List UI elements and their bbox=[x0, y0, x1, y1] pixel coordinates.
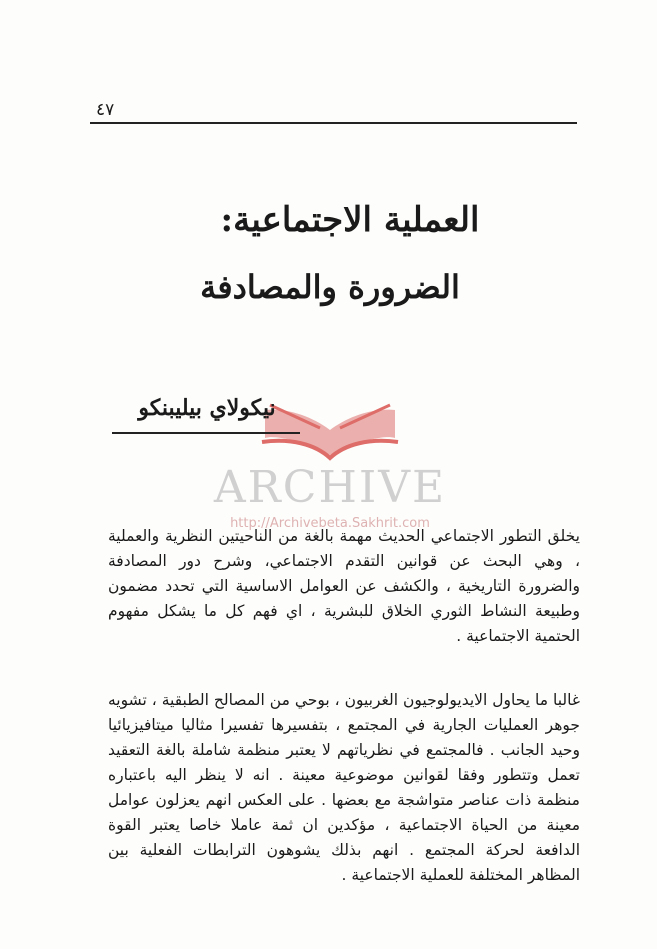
author-name: نيكولاي بيليبنكو bbox=[138, 395, 276, 421]
watermark-text: ARCHIVE bbox=[213, 462, 447, 513]
author-underline bbox=[112, 432, 300, 434]
header-rule bbox=[90, 122, 577, 124]
article-subtitle: الضرورة والمصادفة bbox=[200, 268, 460, 306]
paragraph-1: يخلق التطور الاجتماعي الحديث مهمة بالغة من الناحيتين النظرية والعملية ، وهي البحث عن قوانين التقدم الاجتماعي، وشرح دور المصادفة والضرورة التاريخية ، والكشف عن العوامل الاساسية التي تحدد مضمون وطبيعة النشاط الثوري الخلاق للبشرية ، اي فهم كل ما يشكل مفهوم الحتمية الاجتماعية . bbox=[108, 527, 580, 645]
article-title: العملية الاجتماعية: bbox=[220, 200, 480, 240]
paragraph-2: غالبا ما يحاول الايديولوجيون الغربيون ، بوحي من المصالح الطبقية ، تشويه جوهر العمليات الجارية في المجتمع ، بتفسيرها تفسيرا مثاليا ميتافيزيائيا وحيد الجانب . فالمجتمع في نظرياتهم لا يعتبر منظمة شاملة بالغة التعقيد تعمل وتتطور وفقا لقوانين موضوعية معينة . انه لا ينظر اليه باعتباره منظمة ذات عناصر متواشجة مع بعضها . على العكس انهم يعزلون عوامل معينة من الحياة الاجتماعية ، مؤكدين ان ثمة عاملا خاصا يعتبر القوة الدافعة لحركة المجتمع . انهم بذلك يشوهون الترابطات الفعلية بين المظاهر المختلفة للعملية الاجتماعية . bbox=[108, 691, 580, 884]
page-number: ٤٧ bbox=[96, 100, 115, 120]
watermark-url: http://Archivebeta.Sakhrit.com bbox=[230, 516, 430, 531]
archive-watermark bbox=[170, 400, 490, 540]
